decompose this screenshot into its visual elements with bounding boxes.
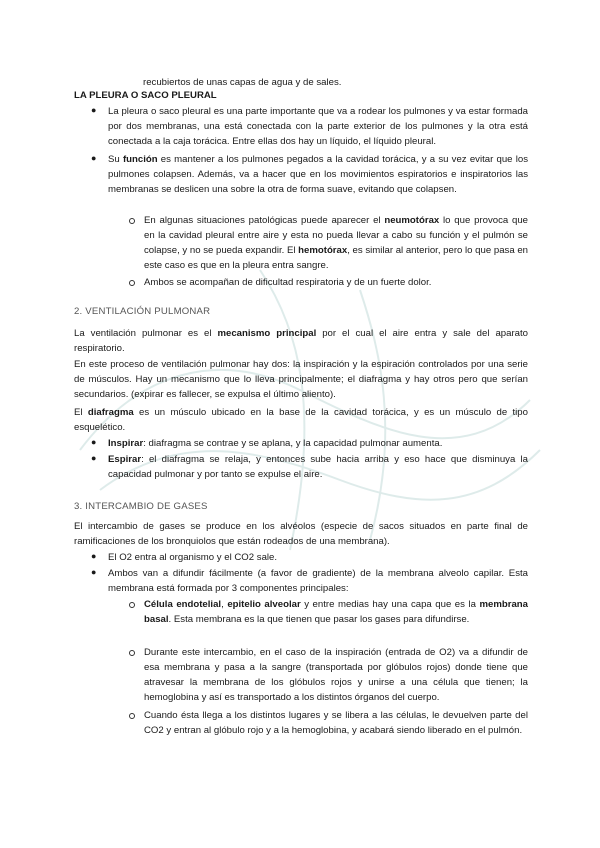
- pleura-bullet-2: Su función es mantener a los pulmones pegados a la cavidad torácica, y a su vez evitar que los pulmones colapsen. Además, va a hacer que en los movimientos espiratorios e inspiratorios las membranas se deslicen una sobre la otra de forma suave, evitando que colapsen.: [108, 154, 528, 195]
- intercambio-bullet-1: El O2 entra al organismo y el CO2 sale.: [108, 552, 278, 563]
- pleura-sub-2: Ambos se acompañan de dificultad respiratoria y de un fuerte dolor.: [144, 277, 432, 288]
- bullet-dot: ●: [91, 453, 97, 463]
- ventilacion-bullet-2: Espirar: el diafragma se relaja, y entonces sube hacia arriba y eso hace que disminuya la capacidad pulmonar y por tanto se expulse el aire.: [108, 454, 528, 480]
- intercambio-sub-3: Cuando ésta llega a los distintos lugares y se libera a las células, le devuelven parte del CO2 y entran al glóbulo rojo y a la hemoglobina, y acabará siendo liberado en el pulmón.: [144, 710, 528, 736]
- sub-bullet-circle: [129, 713, 135, 719]
- pleura-heading: LA PLEURA O SACO PLEURAL: [74, 90, 217, 101]
- bullet-dot: ●: [91, 551, 97, 561]
- intercambio-heading: 3. INTERCAMBIO DE GASES: [74, 501, 208, 512]
- sub-bullet-circle: [129, 650, 135, 656]
- ventilacion-p2: En este proceso de ventilación pulmonar hay dos: la inspiración y la espiración controlados por una serie de músculos. Hay un mecanismo que lo lleva principalmente; el diafragma y hay otros pero que serían secundarios. (expirar es fallecer, se expulsa el último aliento).: [74, 359, 528, 400]
- sub-bullet-circle: [129, 218, 135, 224]
- bullet-dot: ●: [91, 437, 97, 447]
- bullet-dot: ●: [91, 105, 97, 115]
- intercambio-p1: El intercambio de gases se produce en los alvéolos (especie de sacos situados en parte final de ramificaciones de los bronquiolos que están rodeados de una membrana).: [74, 521, 528, 547]
- ventilacion-p1: La ventilación pulmonar es el mecanismo principal por el cual el aire entra y sale del aparato respiratorio.: [74, 328, 528, 354]
- sub-bullet-circle: [129, 280, 135, 286]
- ventilacion-bullet-1: Inspirar: diafragma se contrae y se aplana, y la capacidad pulmonar aumenta.: [108, 438, 443, 449]
- intro-line: recubiertos de unas capas de agua y de sales.: [143, 77, 342, 88]
- ventilacion-p3: El diafragma es un músculo ubicado en la base de la cavidad torácica, y es un músculo de tipo esquelético.: [74, 407, 528, 433]
- ventilacion-heading: 2. VENTILACIÓN PULMONAR: [74, 306, 211, 317]
- intercambio-bullet-2: Ambos van a difundir fácilmente (a favor de gradiente) de la membrana alveolo capilar. Esta membrana está formada por 3 componentes principales:: [108, 568, 528, 594]
- pleura-bullet-1: La pleura o saco pleural es una parte importante que va a rodear los pulmones y va estar formada por dos membranas, una está conectada con la parte exterior de los pulmones y la otra está conectada a la caja torácica. Entre ellas dos hay un líquido, el líquido pleural.: [108, 106, 528, 147]
- pleura-sub-1: En algunas situaciones patológicas puede aparecer el neumotórax lo que provoca que en la cavidad pleural entre aire y esta no pueda llevar a cabo su función y el pulmón se colapse, y no se pueda expandir. El hemotórax, es similar al anterior, pero lo que pasa en este caso es que en la pleura entra sangre.: [144, 215, 528, 271]
- intercambio-sub-2: Durante este intercambio, en el caso de la inspiración (entrada de O2) va a difundir de esa membrana y pasa a la sangre (transportada por glóbulos rojos) donde tiene que atravesar la membrana de los glóbulos rojos y unirse a una célula que tienen; la hemoglobina y así es transportado a los distintos órganos del cuerpo.: [144, 647, 528, 703]
- intercambio-sub-1: Célula endotelial, epitelio alveolar y entre medias hay una capa que es la membrana basal. Esta membrana es la que tienen que pasar los gases para difundirse.: [144, 599, 528, 625]
- bullet-dot: ●: [91, 567, 97, 577]
- bullet-dot: ●: [91, 153, 97, 163]
- sub-bullet-circle: [129, 602, 135, 608]
